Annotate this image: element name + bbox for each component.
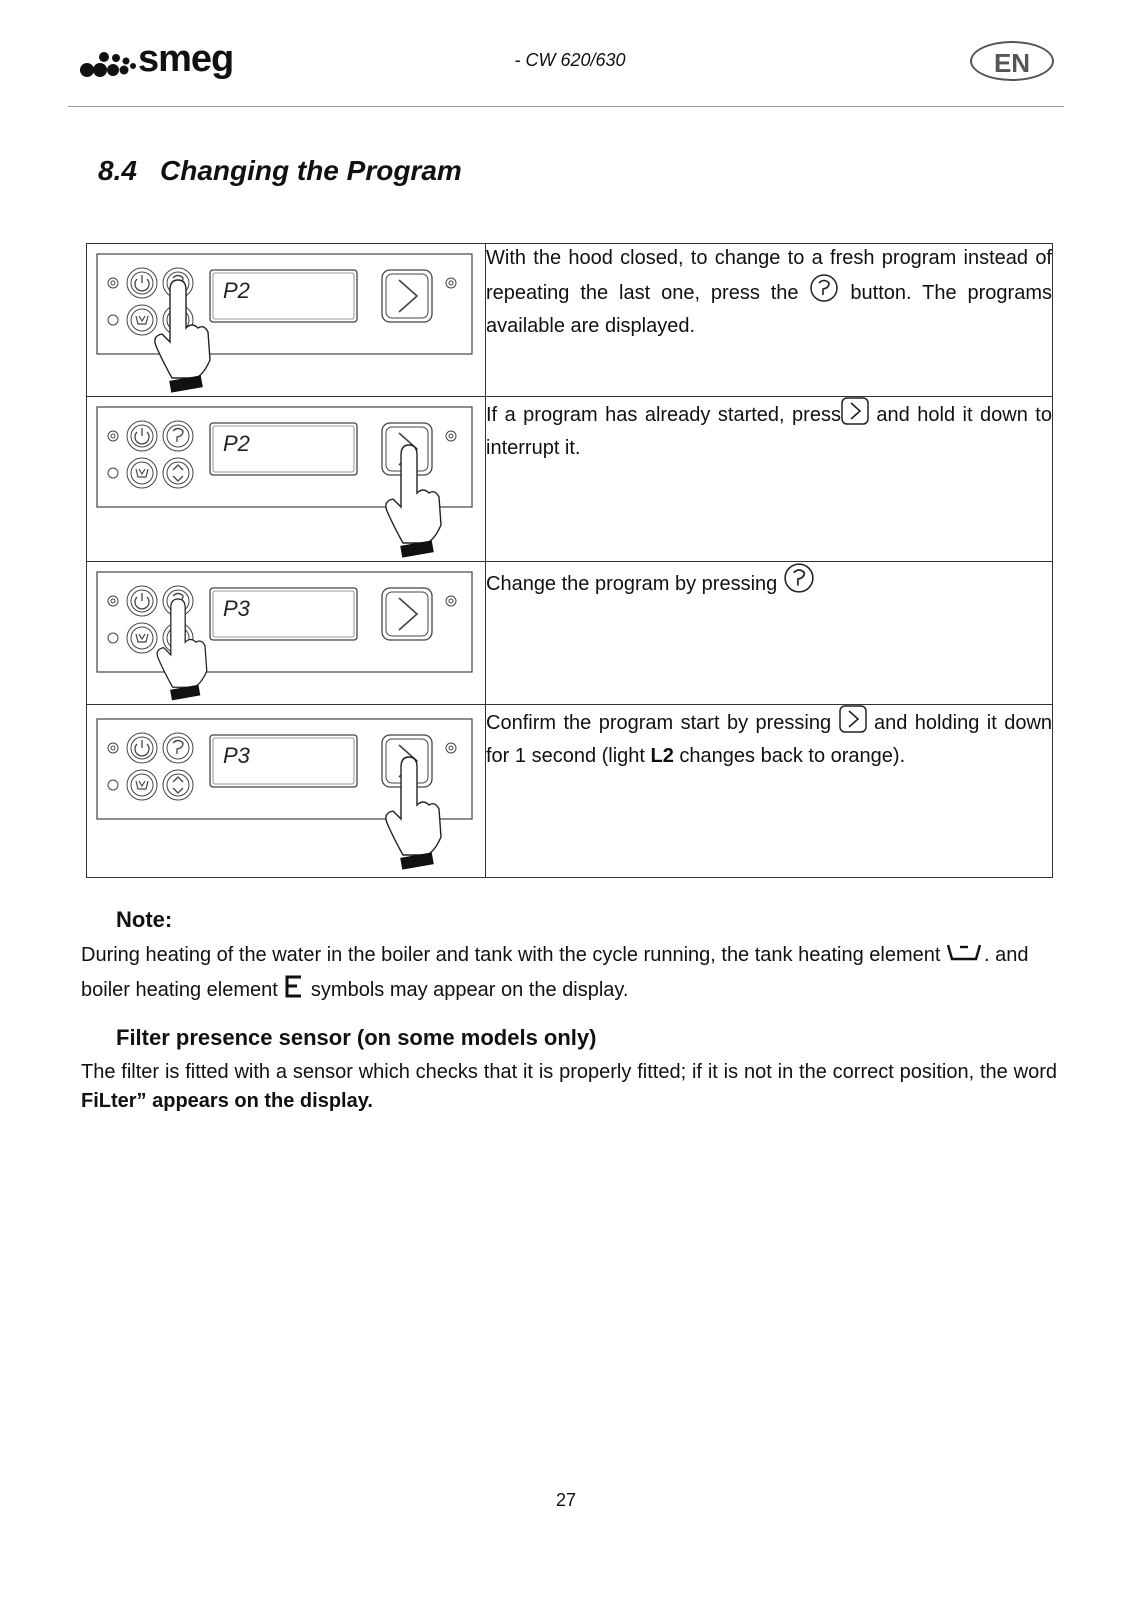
step-row-1	[87, 244, 1053, 397]
step-4-text	[486, 705, 1053, 878]
step-3-text	[486, 562, 1053, 705]
note-body-3: symbols may appear on the display.	[305, 979, 629, 1001]
steps-table	[86, 243, 1053, 878]
page-number: 27	[555, 1490, 577, 1510]
step-1-text	[486, 244, 1053, 397]
section-number: 8.4	[98, 155, 137, 186]
step-row-2	[87, 397, 1053, 562]
step-4-text-before: Confirm the program start by pressing	[486, 712, 832, 734]
control-panel-figure	[87, 244, 485, 396]
light-label: L2	[650, 745, 674, 767]
step-row-3	[87, 562, 1053, 705]
step-4-text-after: and holding it down for 1 second (light	[486, 712, 1053, 767]
step-2-text-after: and hold it down to interrupt it.	[486, 404, 1052, 459]
note-body-1: During heating of the water in the boiler and tank with the cycle running, the tank heating element	[81, 944, 941, 966]
start-chevron-icon	[839, 705, 867, 742]
boiler-heating-element-icon	[283, 974, 305, 1009]
program-p-icon	[783, 562, 815, 603]
start-chevron-icon	[841, 397, 869, 434]
note-body-2: . and boiler heating element	[81, 944, 1029, 1001]
note-title: Note:	[116, 907, 173, 932]
step-row-4	[87, 705, 1053, 878]
step-3-figure	[87, 562, 486, 705]
brand-name: smeg	[138, 38, 234, 80]
panel-display-text: P3	[223, 743, 250, 768]
step-3-text-before: Change the program by pressing	[486, 573, 778, 595]
step-1-text-line2: The programs available are displayed.	[486, 282, 1052, 337]
control-panel-figure	[87, 397, 485, 561]
smeg-logo-dots-icon	[80, 44, 140, 84]
smeg-logo	[80, 38, 250, 84]
filter-body-text: The filter is fitted with a sensor which checks that it is properly fitted; if it is not in the correct position, the word	[81, 1061, 1057, 1083]
step-2-figure	[87, 397, 486, 562]
pressing-hand-icon	[157, 599, 207, 700]
filter-display-word: FiLter” appears on the display.	[81, 1090, 373, 1112]
program-p-icon	[809, 273, 839, 312]
control-panel-figure	[87, 562, 485, 704]
step-1-figure	[87, 244, 486, 397]
language-badge: EN	[970, 41, 1054, 81]
pressing-hand-icon	[386, 757, 441, 870]
filter-section-body	[81, 1058, 1057, 1116]
note-body	[81, 939, 1057, 1009]
step-2-text-before: If a program has already started, press	[486, 404, 841, 426]
step-1-text-after: button.	[839, 282, 912, 304]
pressing-hand-icon	[155, 280, 210, 393]
panel-display-text: P2	[223, 278, 250, 303]
header-divider	[68, 106, 1064, 107]
tank-heating-element-icon	[946, 939, 984, 974]
control-panel-figure	[87, 705, 485, 877]
pressing-hand-icon	[386, 445, 441, 558]
section-title	[98, 155, 462, 187]
panel-display-text: P2	[223, 431, 250, 456]
step-1-text-before: With the hood closed, to change to a fresh program instead of repeating the last one, press the	[486, 247, 1052, 304]
step-4-figure	[87, 705, 486, 878]
step-4-text-end: changes back to orange).	[673, 745, 906, 767]
filter-section-title: Filter presence sensor (on some models only)	[116, 1025, 597, 1050]
section-title-text: Changing the Program	[160, 155, 462, 186]
panel-display-text: P3	[223, 596, 250, 621]
step-2-text	[486, 397, 1053, 562]
header-model: - CW 620/630	[514, 50, 626, 70]
